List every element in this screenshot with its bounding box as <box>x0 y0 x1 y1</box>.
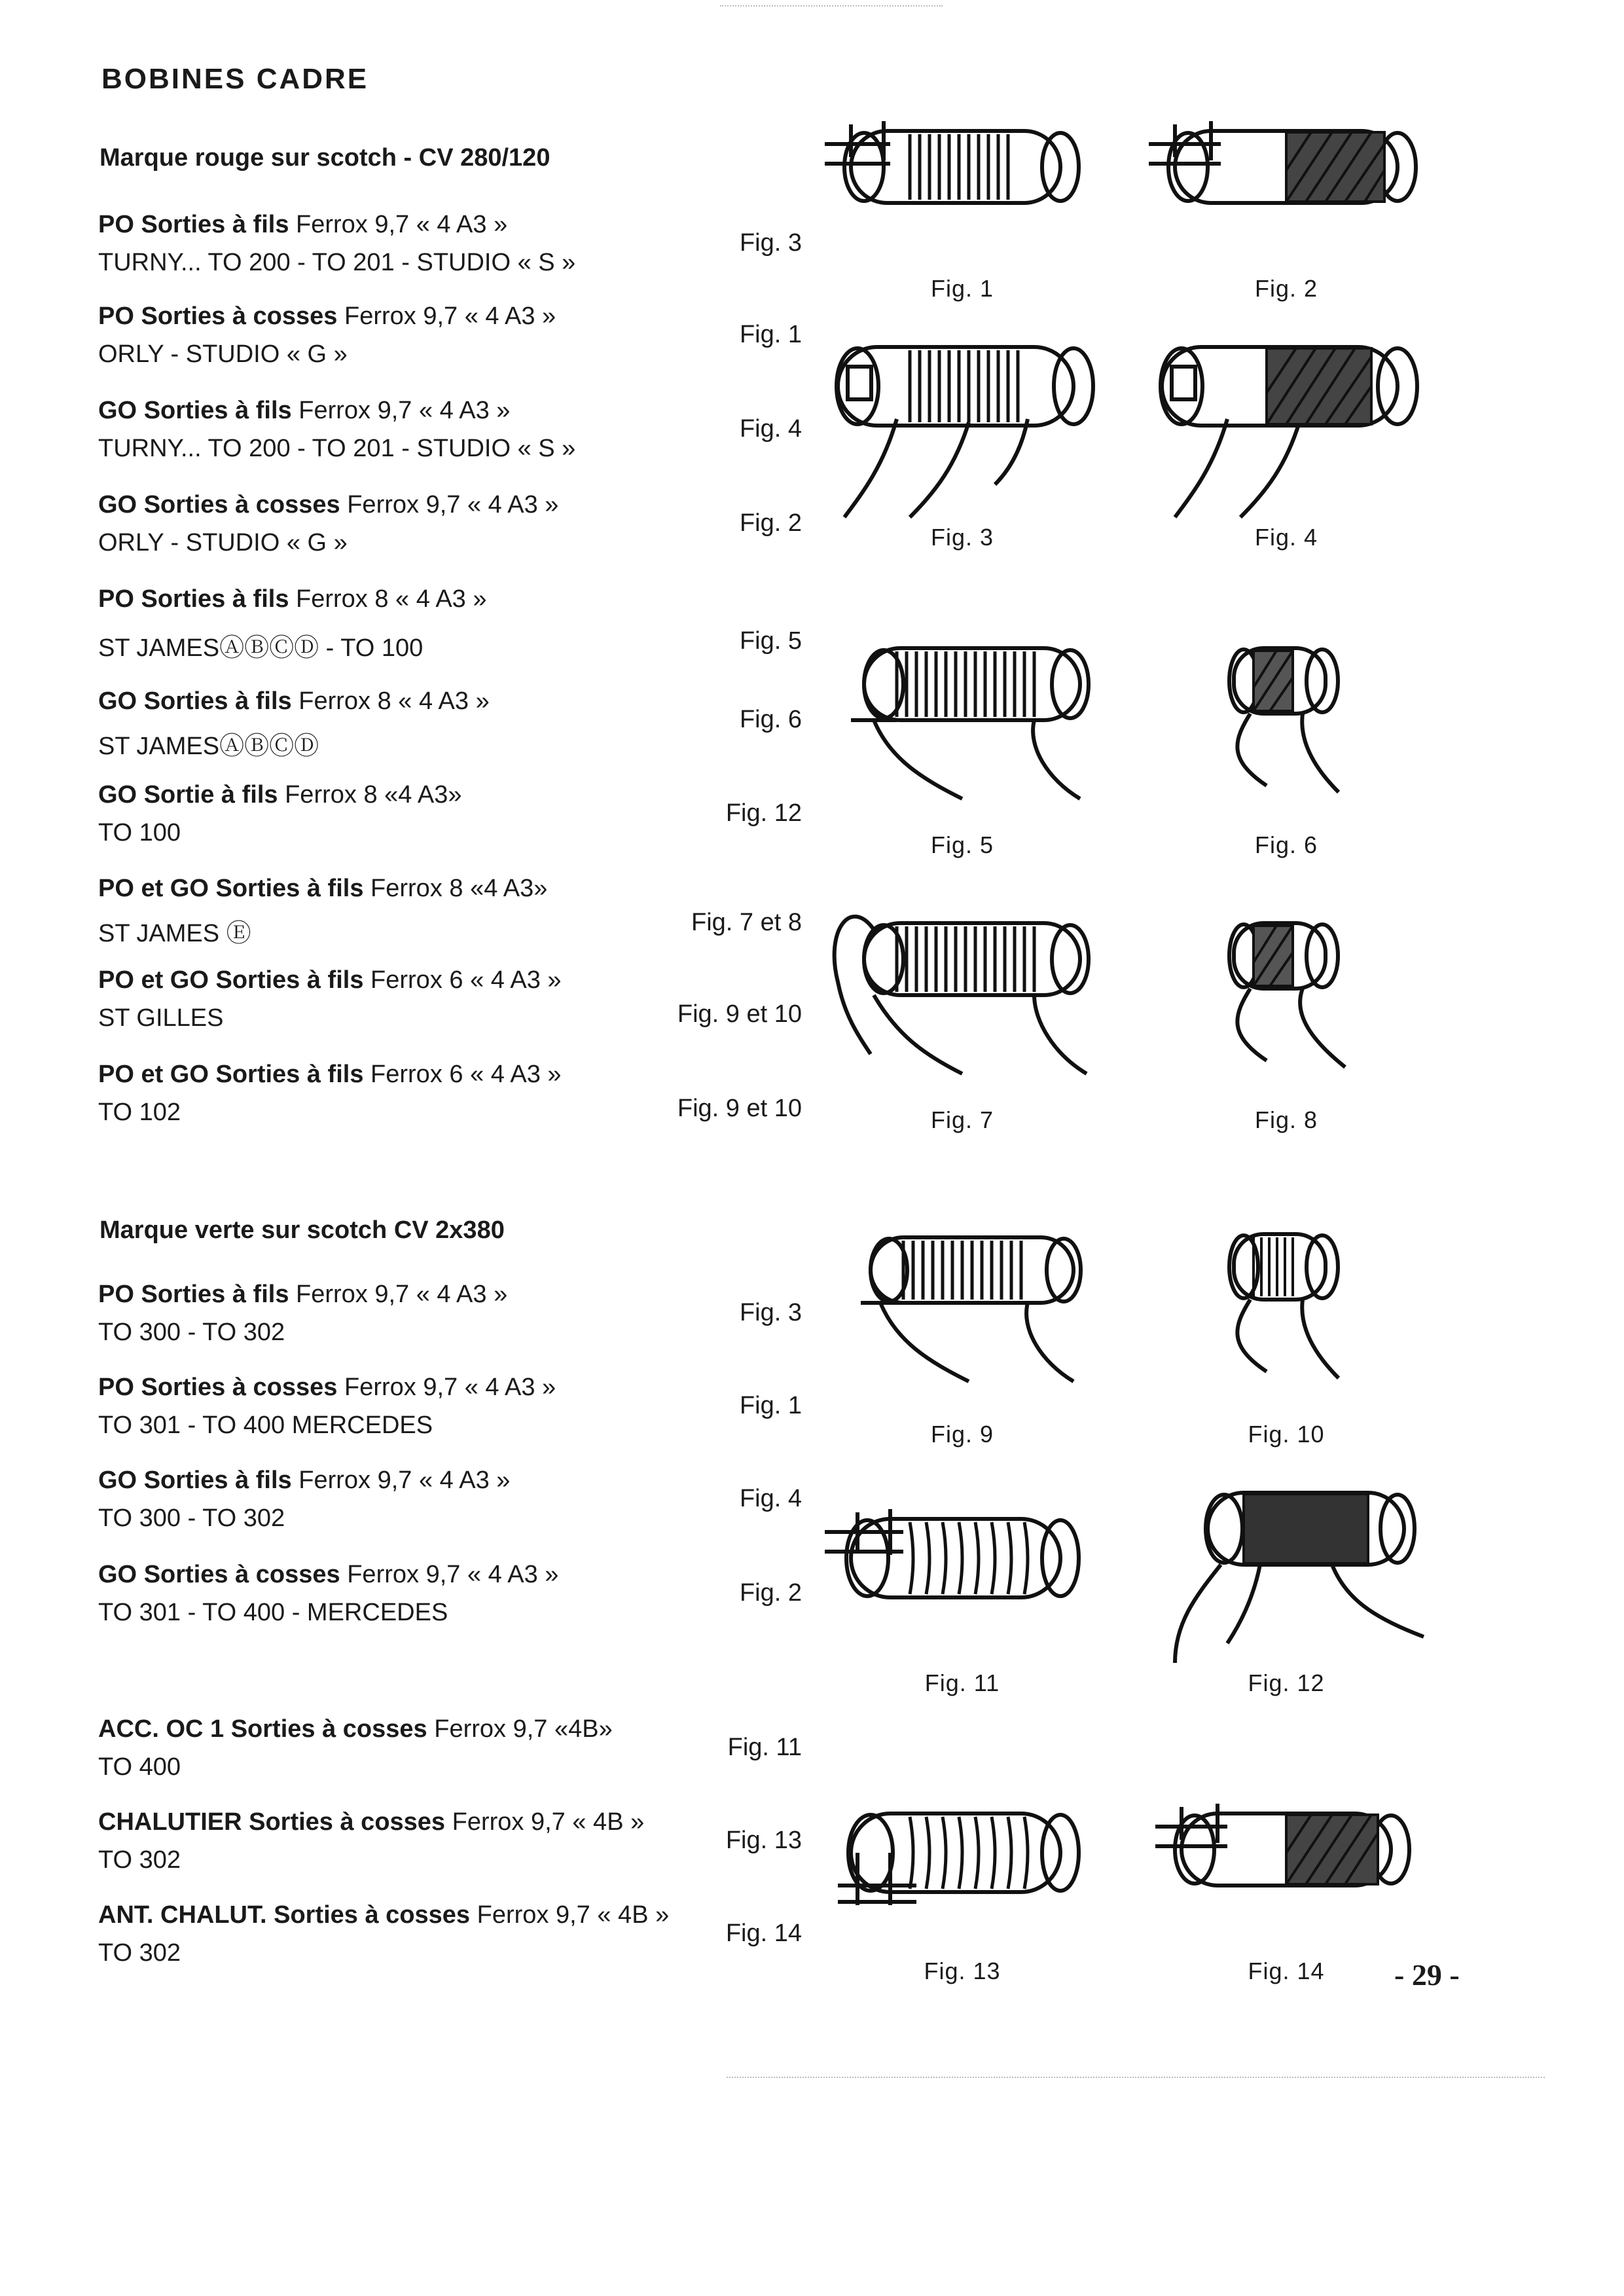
coil-hatched-icon <box>1136 1755 1437 1958</box>
figure-caption: Fig. 9 <box>930 1421 994 1448</box>
entry-row: PO Sorties à cosses Ferrox 9,7 « 4 A3 » ORLY - STUDIO « G » Fig. 1 <box>98 302 802 368</box>
entry-row: GO Sorties à fils Ferrox 8 « 4 A3 » ST JAMESⒶⒷⒸⒹ Fig. 6 <box>98 687 802 760</box>
coil-wires-hatched-icon <box>1136 321 1437 524</box>
page-title: BOBINES CADRE <box>101 63 369 95</box>
figure-ref: Fig. 12 <box>725 799 802 827</box>
entry-row: PO et GO Sorties à fils Ferrox 6 « 4 A3 » TO 102 Fig. 9 et 10 <box>98 1061 802 1126</box>
entry-row: ACC. OC 1 Sorties à cosses Ferrox 9,7 «4B» TO 400 Fig. 11 <box>98 1715 802 1781</box>
figure-caption: Fig. 11 <box>924 1669 1000 1696</box>
entry-row: GO Sorties à cosses Ferrox 9,7 « 4 A3 » TO 301 - TO 400 - MERCEDES Fig. 2 <box>98 1561 802 1626</box>
entry-row: PO Sorties à fils Ferrox 8 « 4 A3 » ST JAMESⒶⒷⒸⒹ - TO 100 Fig. 5 <box>98 585 802 662</box>
figure-ref: Fig. 1 <box>739 321 802 348</box>
entry-row: PO Sorties à fils Ferrox 9,7 « 4 A3 » TURNY... TO 200 - TO 201 - STUDIO « S » Fig. 3 <box>98 211 802 276</box>
figure-ref: Fig. 6 <box>739 706 802 733</box>
figure-ref: Fig. 7 et 8 <box>691 909 802 936</box>
section-heading-red: Marque rouge sur scotch - CV 280/120 <box>99 144 550 172</box>
figure-ref: Fig. 13 <box>725 1827 802 1854</box>
entry-row: PO Sorties à fils Ferrox 9,7 « 4 A3 » TO 300 - TO 302 Fig. 3 <box>98 1281 802 1346</box>
coil-spaced-turns-icon <box>812 1755 1113 1958</box>
entry-row: PO et GO Sorties à fils Ferrox 6 « 4 A3 » ST GILLES Fig. 9 et 10 <box>98 966 802 1032</box>
coil-wires-icon <box>812 321 1113 524</box>
figure-caption: Fig. 13 <box>924 1958 1001 1984</box>
figure-caption: Fig. 7 <box>930 1106 994 1133</box>
coil-twisted-wires-icon <box>1136 1467 1437 1669</box>
figure-caption: Fig. 10 <box>1248 1421 1325 1448</box>
figure-3 <box>812 321 1113 570</box>
short-coil-icon <box>1136 629 1437 831</box>
page-number: - 29 - <box>1394 1958 1460 1992</box>
entry-row: PO Sorties à cosses Ferrox 9,7 « 4 A3 » TO 301 - TO 400 MERCEDES Fig. 1 <box>98 1374 802 1439</box>
figure-11 <box>812 1467 1113 1715</box>
scan-artifact-bottom <box>727 2077 1545 2078</box>
figure-ref: Fig. 5 <box>739 627 802 655</box>
scan-artifact-top <box>720 5 943 7</box>
figure-13 <box>812 1755 1113 2003</box>
figure-ref: Fig. 3 <box>739 229 802 257</box>
figure-ref: Fig. 3 <box>739 1299 802 1326</box>
figure-ref: Fig. 1 <box>739 1392 802 1419</box>
long-coil-icon <box>812 629 1113 831</box>
coil-spaced-turns-icon <box>812 1467 1113 1669</box>
figure-caption: Fig. 3 <box>930 524 994 551</box>
short-coil-icon <box>1136 903 1437 1106</box>
figure-ref: Fig. 9 et 10 <box>677 1000 802 1028</box>
short-coil-icon <box>1136 1218 1437 1421</box>
figure-ref: Fig. 14 <box>725 1920 802 1947</box>
entry-row: PO et GO Sorties à fils Ferrox 8 «4 A3» ST JAMES Ⓔ Fig. 7 et 8 <box>98 875 802 947</box>
figure-1 <box>812 72 1113 321</box>
figure-caption: Fig. 5 <box>930 831 994 858</box>
figure-caption: Fig. 6 <box>1254 831 1318 858</box>
figure-14 <box>1136 1755 1437 2003</box>
figure-10 <box>1136 1218 1437 1467</box>
figure-2 <box>1136 72 1437 321</box>
entry-row: GO Sortie à fils Ferrox 8 «4 A3» TO 100 Fig. 12 <box>98 781 802 847</box>
entry-row: GO Sorties à fils Ferrox 9,7 « 4 A3 » TO 300 - TO 302 Fig. 4 <box>98 1467 802 1532</box>
coil-hatched-icon <box>1136 72 1437 275</box>
figure-ref: Fig. 2 <box>739 1579 802 1607</box>
section-heading-green: Marque verte sur scotch CV 2x380 <box>99 1216 505 1244</box>
coil-lugs-icon <box>812 72 1113 275</box>
figure-ref: Fig. 9 et 10 <box>677 1095 802 1122</box>
figure-4 <box>1136 321 1437 570</box>
figure-ref: Fig. 11 <box>727 1734 802 1761</box>
figure-ref: Fig. 2 <box>739 509 802 537</box>
figure-caption: Fig. 12 <box>1248 1669 1325 1696</box>
figure-caption: Fig. 14 <box>1248 1958 1325 1984</box>
entry-row: CHALUTIER Sorties à cosses Ferrox 9,7 « 4B » TO 302 Fig. 13 <box>98 1808 802 1874</box>
entry-row: ANT. CHALUT. Sorties à cosses Ferrox 9,7 « 4B » TO 302 Fig. 14 <box>98 1901 802 1967</box>
long-coil-icon <box>812 1218 1113 1421</box>
figure-ref: Fig. 4 <box>739 1485 802 1512</box>
figure-ref: Fig. 4 <box>739 415 802 443</box>
figure-7 <box>812 903 1113 1152</box>
figure-caption: Fig. 2 <box>1254 275 1318 302</box>
long-coil-loop-icon <box>812 903 1113 1106</box>
figure-caption: Fig. 4 <box>1254 524 1318 551</box>
figure-caption: Fig. 1 <box>930 275 994 302</box>
entry-row: GO Sorties à fils Ferrox 9,7 « 4 A3 » TURNY... TO 200 - TO 201 - STUDIO « S » Fig. 4 <box>98 397 802 462</box>
figure-caption: Fig. 8 <box>1254 1106 1318 1133</box>
figure-5 <box>812 629 1113 877</box>
entry-row: GO Sorties à cosses Ferrox 9,7 « 4 A3 » ORLY - STUDIO « G » Fig. 2 <box>98 491 802 556</box>
figure-6 <box>1136 629 1437 877</box>
figure-12 <box>1136 1467 1437 1715</box>
figure-9 <box>812 1218 1113 1467</box>
figure-8 <box>1136 903 1437 1152</box>
